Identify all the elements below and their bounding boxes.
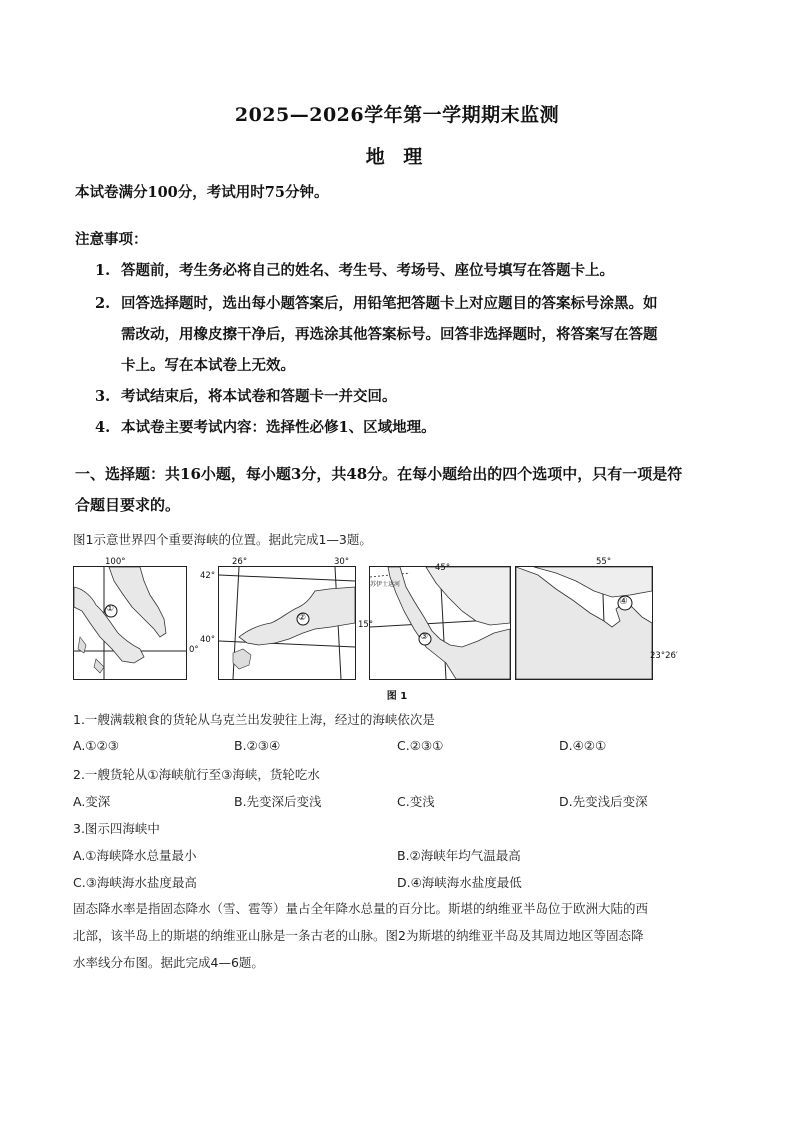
strait-map-2 [218,566,356,680]
passage-line: 固态降水率是指固态降水（雪、雹等）量占全年降水总量的百分比。斯堪的纳维亚半岛位于欧洲大陆的西 [73,901,649,916]
question-option: C.②③① [397,738,444,753]
notice-item-number: 4. [95,419,111,436]
map4-longitude-label: 55° [596,557,612,567]
question-option: D.先变浅后变深 [559,794,648,809]
figure-intro: 图1示意世界四个重要海峡的位置。据此完成1—3题。 [73,532,372,547]
question-stem: 2.一艘货轮从①海峡航行至③海峡，货轮吃水 [73,767,320,782]
passage-line: 水率线分布图。据此完成4—6题。 [73,955,264,970]
map3-latitude-label: 15° [358,620,374,630]
question-option: B.先变深后变浅 [234,794,322,809]
notice-heading: 注意事项： [75,231,148,248]
section-heading-line: 一、选择题：共16小题，每小题3分，共48分。在每小题给出的四个选项中，只有一项是符 [75,465,683,483]
map1-latitude-label: 0° [189,645,199,655]
exam-title: 2025—2026学年第一学期期末监测 [234,104,560,126]
question-option: D.④②① [559,738,607,753]
question-option: B.②③④ [234,738,281,753]
question-stem: 1.一艘满载粮食的货轮从乌克兰出发驶往上海，经过的海峡依次是 [73,712,435,727]
exam-intro: 本试卷满分100分，考试用时75分钟。 [75,184,329,201]
strait-marker-4: ④ [619,596,628,607]
notice-item-number: 2. [95,295,111,312]
question-option: A.变深 [73,794,111,809]
question-option: C.变浅 [397,794,435,809]
notice-item-text: 回答选择题时，选出每小题答案后，用铅笔把答题卡上对应题目的答案标号涂黑。如 [121,295,658,312]
notice-item-text: 本试卷主要考试内容：选择性必修1、区域地理。 [121,419,436,436]
strait-marker-2: ② [298,613,307,623]
figure-caption: 图 1 [386,691,408,702]
question-option: A.①②③ [73,738,119,753]
question-option: D.④海峡海水盐度最低 [397,875,522,890]
notice-item-text: 考试结束后，将本试卷和答题卡一并交回。 [121,388,397,405]
strait-marker-3: ③ [420,632,429,642]
map1-longitude-label: 100° [105,557,126,567]
passage-line: 北部，该半岛上的斯堪的纳维亚山脉是一条古老的山脉。图2为斯堪的纳维亚半岛及其周边地区等固态降 [73,928,644,943]
strait-map-4 [515,566,653,680]
subject-title: 地 理 [365,146,429,168]
notice-item-number: 1. [95,262,111,279]
question-option: B.②海峡年均气温最高 [397,848,521,863]
map2-longitude-label: 26° [232,557,248,567]
strait-marker-1: ① [106,604,115,614]
map2-longitude-label: 30° [334,557,350,567]
strait-map-1 [73,566,187,680]
notice-item-number: 3. [95,388,111,405]
map4-tropic-label: 23°26′ [650,651,678,661]
question-option: C.③海峡海水盐度最高 [73,875,197,890]
map3-longitude-label: 45° [435,563,451,573]
section-heading-line: 合题目要求的。 [75,496,181,514]
question-stem: 3.图示四海峡中 [73,821,160,836]
question-option: A.①海峡降水总量最小 [73,848,197,863]
map3-canal-label: 苏伊士运河 [370,581,401,588]
notice-item-text: 需改动，用橡皮擦干净后，再选涂其他答案标号。回答非选择题时，将答案写在答题 [121,326,658,343]
map2-latitude-label: 40° [200,635,216,645]
notice-item-text: 答题前，考生务必将自己的姓名、考生号、考场号、座位号填写在答题卡上。 [121,262,614,279]
map2-latitude-label: 42° [200,571,216,581]
notice-item-text: 卡上。写在本试卷上无效。 [121,357,295,374]
